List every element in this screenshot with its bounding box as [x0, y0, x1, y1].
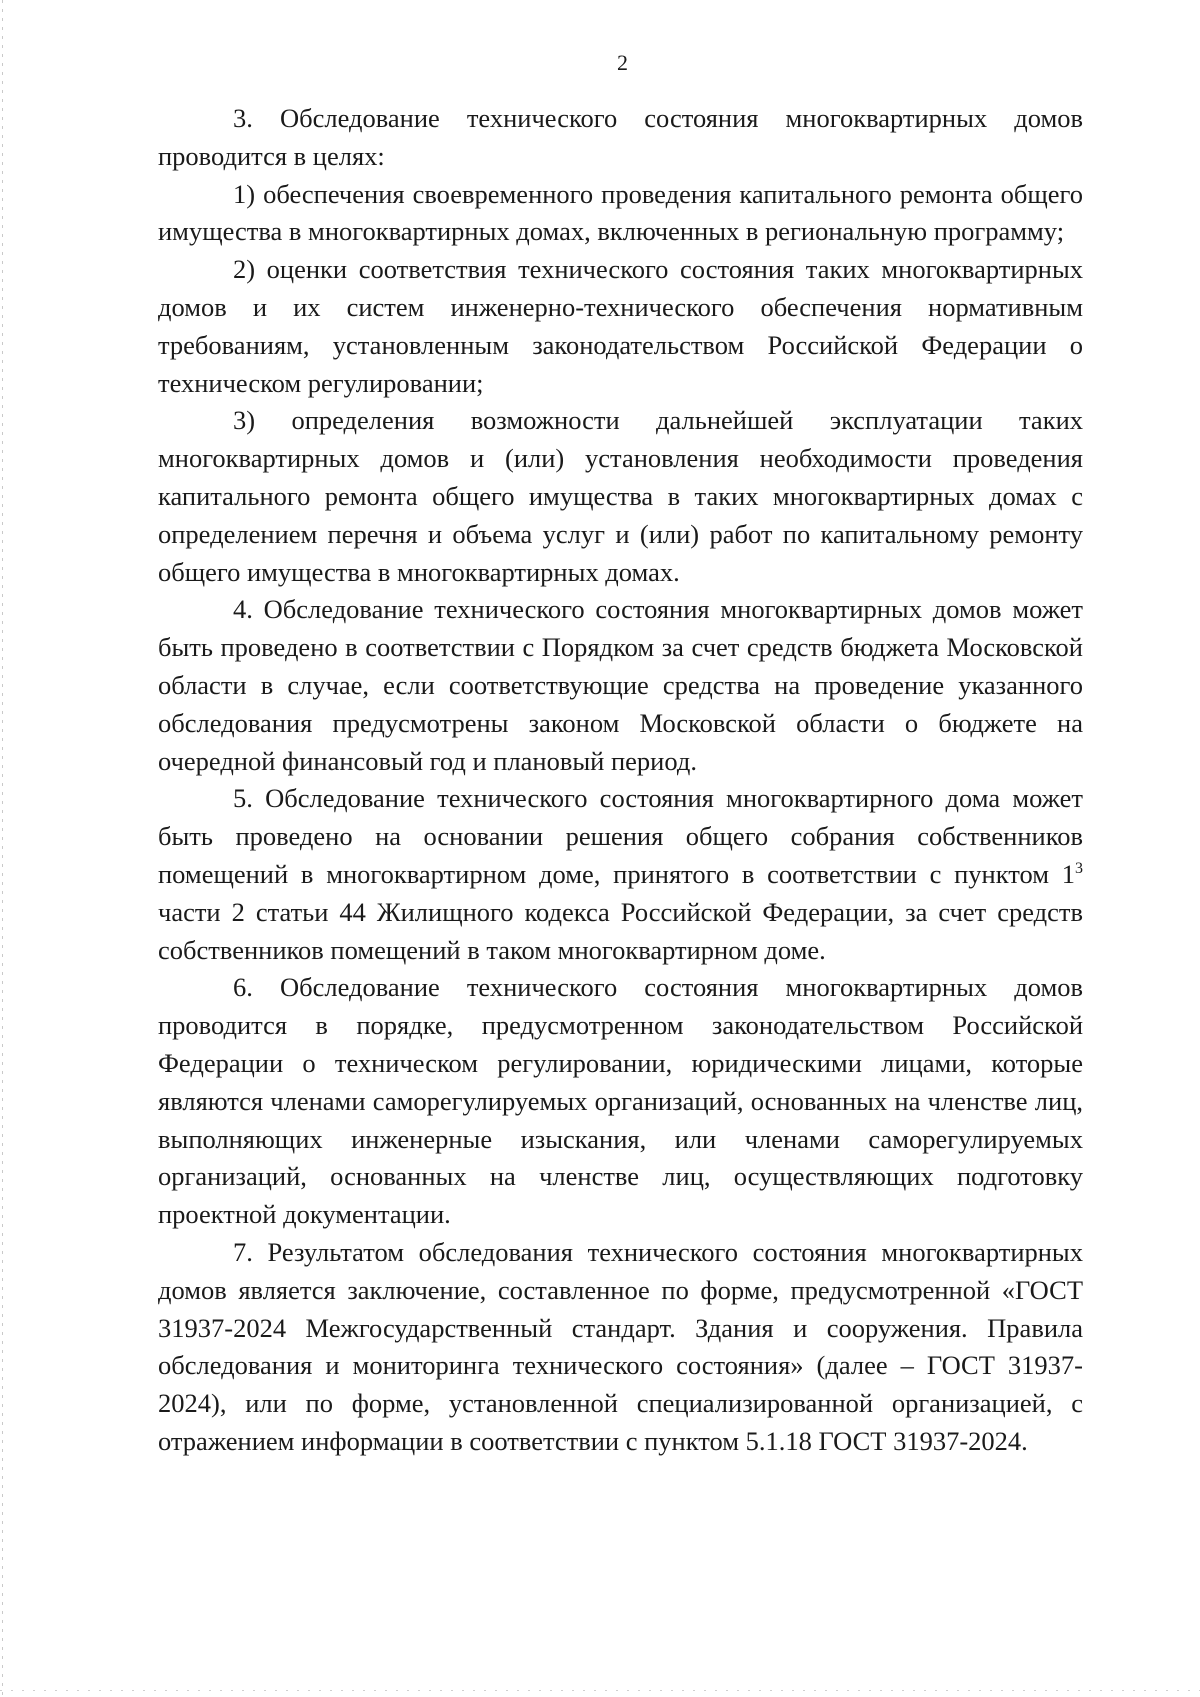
scan-edge-bottom: [0, 1690, 1200, 1691]
paragraph-5-text-before: 5. Обследование технического состояния многоквартирного дома может быть проведено на основании решения общего собрания собственников помещений в многоквартирном доме, принятого в соответствии с пунктом 1: [158, 783, 1083, 889]
document-body: [158, 100, 1083, 1461]
paragraph-4: 4. Обследование технического состояния многоквартирных домов может быть проведено в соответствии с Порядком за счет средств бюджета Московской области в случае, если соответствующие средства на проведение указанного обследования предусмотрены законом Московской области о бюджете на очередной финансовый год и плановый период.: [158, 594, 1083, 776]
paragraph-3-item-3: 3) определения возможности дальнейшей эксплуатации таких многоквартирных домов и (или) установления необходимости проведения капитального ремонта общего имущества в таких многоквартирных домах с определением перечня и объема услуг и (или) работ по капитальному ремонту общего имущества в многоквартирных домах.: [158, 405, 1083, 587]
paragraph-6: 6. Обследование технического состояния многоквартирных домов проводится в порядке, предусмотренном законодательством Российской Федерации о техническом регулировании, юридическими лицами, которые являются членами саморегулируемых организаций, основанных на членстве лиц, выполняющих инженерные изыскания, или членами саморегулируемых организаций, основанных на членстве лиц, осуществляющих подготовку проектной документации.: [158, 972, 1083, 1230]
paragraph-5: [158, 780, 1083, 969]
scan-edge-left: [2, 0, 3, 1697]
paragraph-3-item-1: 1) обеспечения своевременного проведения капитального ремонта общего имущества в многоквартирных домах, включенных в региональную программу;: [158, 178, 1083, 247]
page-number: 2: [617, 50, 628, 75]
paragraph-3: 3. Обследование технического состояния многоквартирных домов проводится в целях:: [158, 103, 1083, 171]
paragraph-5-superscript: 3: [1075, 860, 1083, 878]
paragraph-5-text-after: части 2 статьи 44 Жилищного кодекса Российской Федерации, за счет средств собственников помещений в таком многоквартирном доме.: [158, 896, 1083, 965]
paragraph-3-item-2: 2) оценки соответствия технического состояния таких многоквартирных домов и их систем инженерно-технического обеспечения нормативным требованиям, установленным законодательством Российской Федерации о техническом регулировании;: [158, 254, 1083, 398]
paragraph-7: 7. Результатом обследования технического состояния многоквартирных домов является заключение, составленное по форме, предусмотренной «ГОСТ 31937-2024 Межгосударственный стандарт. Здания и сооружения. Правила обследования и мониторинга технического состояния» (далее – ГОСТ 31937-2024), или по форме, установленной специализированной организацией, с отражением информации в соответствии с пунктом 5.1.18 ГОСТ 31937-2024.: [158, 1236, 1083, 1456]
